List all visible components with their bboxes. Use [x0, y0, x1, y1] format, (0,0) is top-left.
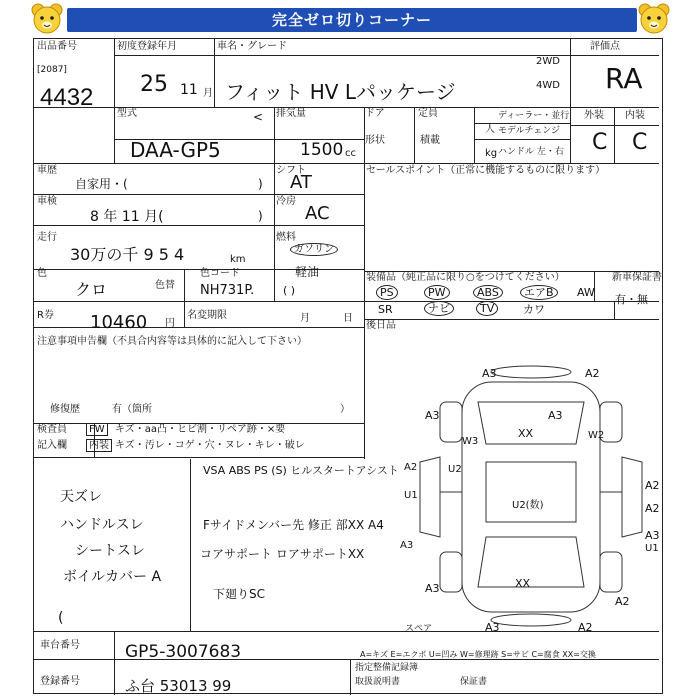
color-label: 色 [37, 268, 47, 279]
load-label: 積載 [420, 135, 440, 146]
load-unit: kg [485, 148, 498, 159]
diagram-mark: A3 [400, 540, 414, 551]
equip-label: 装備品（純正品に限り○をつけてください） [366, 272, 565, 283]
drive-2wd: 2WD [536, 56, 560, 67]
diagram-mark: A3 [548, 409, 563, 422]
repair-label: 修復歴 [50, 404, 80, 415]
damage-legend: A=キズ E=エクボ U=凹み W=修理跡 S=サビ C=腐食 XX=交換 [360, 650, 596, 659]
diagram-mark: U2 [448, 464, 462, 475]
history-close: ) [258, 177, 263, 191]
interior-inspect-label: 内装 [86, 439, 112, 452]
interior-grade: C [632, 130, 648, 155]
equip-abs: ABS [473, 285, 503, 300]
shift-label: シフト [276, 165, 306, 176]
banner-title: 完全ゼロ切りコーナー [67, 8, 637, 32]
new-warranty-label: 新車保証書 [612, 272, 662, 283]
bear-mascot-icon [637, 2, 669, 34]
equip-tv: TV [476, 301, 498, 316]
inspection-close: ) [258, 209, 263, 223]
fw-items: キズ・aa凸・ヒビ割・リペア跡・×要 [115, 424, 286, 435]
diagram-mark: A2 [578, 621, 593, 634]
door-label: ドア [365, 108, 385, 119]
capacity-unit: 人 [485, 124, 495, 135]
diagram-mark: XX [518, 427, 534, 440]
diagram-mark: A3 [485, 621, 500, 634]
diagram-mark: A3 [645, 529, 660, 542]
car-name-label: 車名・グレード [217, 41, 287, 52]
grade-label: 評価点 [590, 41, 620, 52]
remark-right-1: VSA ABS PS (S) ヒルスタートアシスト [203, 464, 399, 477]
lot-number: 4432 [40, 84, 94, 111]
remark-left-1: 天ズレ [60, 489, 102, 505]
chassis-value: GP5-3007683 [125, 642, 242, 662]
bear-mascot-icon [30, 2, 62, 34]
inspection-value: 8 年 11 月( [90, 209, 164, 225]
diagram-mark: A2 [615, 595, 630, 608]
interior-label: 内装 [625, 110, 645, 121]
repair-value: 有（箇所 [112, 404, 152, 415]
registration-value: ふ台 53013 99 [125, 677, 232, 695]
remark-left-3: シートスレ [75, 543, 145, 559]
color-code-value: NH731P. [200, 283, 255, 298]
diagram-mark: A3 [425, 409, 440, 422]
displacement-value: 1500 [300, 140, 344, 160]
repair-close: ） [340, 404, 350, 415]
mileage-value: 30万の千 9 5 4 [70, 245, 185, 264]
diagram-mark: U2(数) [512, 500, 544, 511]
diagram-mark: W3 [462, 436, 479, 447]
shift-value: AT [290, 172, 312, 193]
displacement-label: 排気量 [276, 108, 306, 119]
equip-sr: SR [378, 303, 393, 316]
exterior-label: 外装 [584, 110, 604, 121]
equip-ps: PS [376, 285, 398, 300]
drive-4wd: 4WD [536, 80, 560, 91]
grade-value: RA [605, 62, 643, 95]
recycle-label: R券 [37, 310, 54, 321]
deadline-label: 名変期限 [187, 310, 227, 321]
fuel-gasoline: ガソリン [290, 243, 338, 256]
diagram-mark: A2 [645, 502, 660, 515]
manual-label: 取扱説明書 [355, 677, 401, 687]
capacity-label: 定員 [418, 108, 438, 119]
equip-aw: AW [577, 286, 595, 299]
first-reg-year: 25 [140, 72, 168, 97]
lot-label: 出品番号 [37, 41, 77, 52]
displacement-unit: cc [345, 148, 356, 159]
first-reg-month: 11 [180, 82, 198, 98]
first-reg-label: 初度登録年月 [117, 41, 177, 52]
notes-report-label: 注意事項申告欄（不具合内容等は具体的に記入して下さい） [37, 336, 307, 347]
remark-right-2: Fサイドメンバー先 修正 部XX A4 [203, 518, 384, 532]
new-warranty-value: 有・無 [615, 293, 648, 306]
paint-change-label: 色替 [155, 280, 175, 291]
ac-value: AC [305, 203, 330, 224]
sales-point-label: セールスポイント（正常に機能するものに限ります） [366, 165, 606, 176]
fuel-label: 燃料 [276, 232, 296, 243]
diagram-mark: W2 [588, 430, 605, 441]
lot-code: [2087] [37, 65, 67, 75]
warranty-label: 保証書 [460, 677, 488, 687]
aftermarket-label: 後日品 [366, 320, 396, 331]
inspection-label: 車検 [37, 196, 57, 207]
mileage-label: 走行 [37, 232, 57, 243]
inspector-label-2: 記入欄 [37, 440, 67, 451]
first-reg-unit: 月 [203, 88, 213, 99]
deadline-month: 月 [300, 313, 310, 324]
handle-label: ハンドル 左・右 [498, 147, 564, 157]
dealer-label: ディーラー・並行 [498, 111, 570, 121]
model-mark: < [253, 110, 264, 124]
registration-label: 登録番号 [40, 676, 80, 687]
equip-pw: PW [424, 285, 450, 300]
diagram-mark: A2 [585, 367, 600, 380]
equip-navi: ナビ [424, 301, 454, 316]
remark-left-2: ハンドルスレ [60, 517, 144, 533]
recycle-value: 10460 [90, 312, 148, 333]
exterior-grade: C [592, 130, 608, 155]
model-value: DAA-GP5 [130, 138, 221, 162]
fuel-paren: ( ) [283, 284, 296, 297]
history-label: 車歴 [37, 165, 57, 176]
remark-left-4: ボイルカバー A [63, 569, 162, 585]
diagram-mark: A3 [482, 367, 497, 380]
recycle-unit: 円 [165, 318, 175, 329]
equip-leather: カワ [523, 303, 545, 316]
model-label: 型式 [117, 108, 137, 119]
maintenance-record-label: 指定整備記録簿 [355, 663, 419, 673]
chassis-label: 車台番号 [40, 640, 80, 651]
diagram-mark: A2 [404, 462, 418, 473]
color-value: クロ [75, 280, 108, 299]
remark-left-5: ( [58, 610, 64, 626]
spare-label: スペア [405, 624, 433, 634]
diagram-mark: A2 [645, 479, 660, 492]
diagram-mark: U1 [404, 490, 418, 501]
fw-label: FW [86, 423, 108, 436]
deadline-day: 日 [343, 313, 353, 324]
equip-airbag: エアB [520, 285, 558, 300]
remark-right-4: 下廻りSC [213, 587, 265, 601]
mileage-unit: km [230, 254, 246, 265]
car-name-value: フィット HV Lパッケージ [225, 80, 456, 104]
color-code-label: 色コード [200, 268, 240, 279]
shape-label: 形状 [365, 135, 385, 146]
interior-inspect-items: キズ・汚レ・コゲ・穴・ヌレ・キレ・破レ [115, 440, 305, 451]
diagram-mark: XX [515, 577, 531, 590]
fuel-diesel: 軽油 [295, 265, 320, 279]
diagram-mark: U1 [645, 543, 659, 554]
history-value: 自家用・( [75, 177, 128, 191]
inspector-label-1: 検査員 [37, 424, 67, 435]
ac-label: 冷房 [276, 196, 296, 207]
remark-right-3: コアサポート ロアサポートXX [200, 547, 365, 561]
diagram-mark: A3 [425, 582, 440, 595]
model-change-label: モデルチェンジ [498, 126, 561, 136]
